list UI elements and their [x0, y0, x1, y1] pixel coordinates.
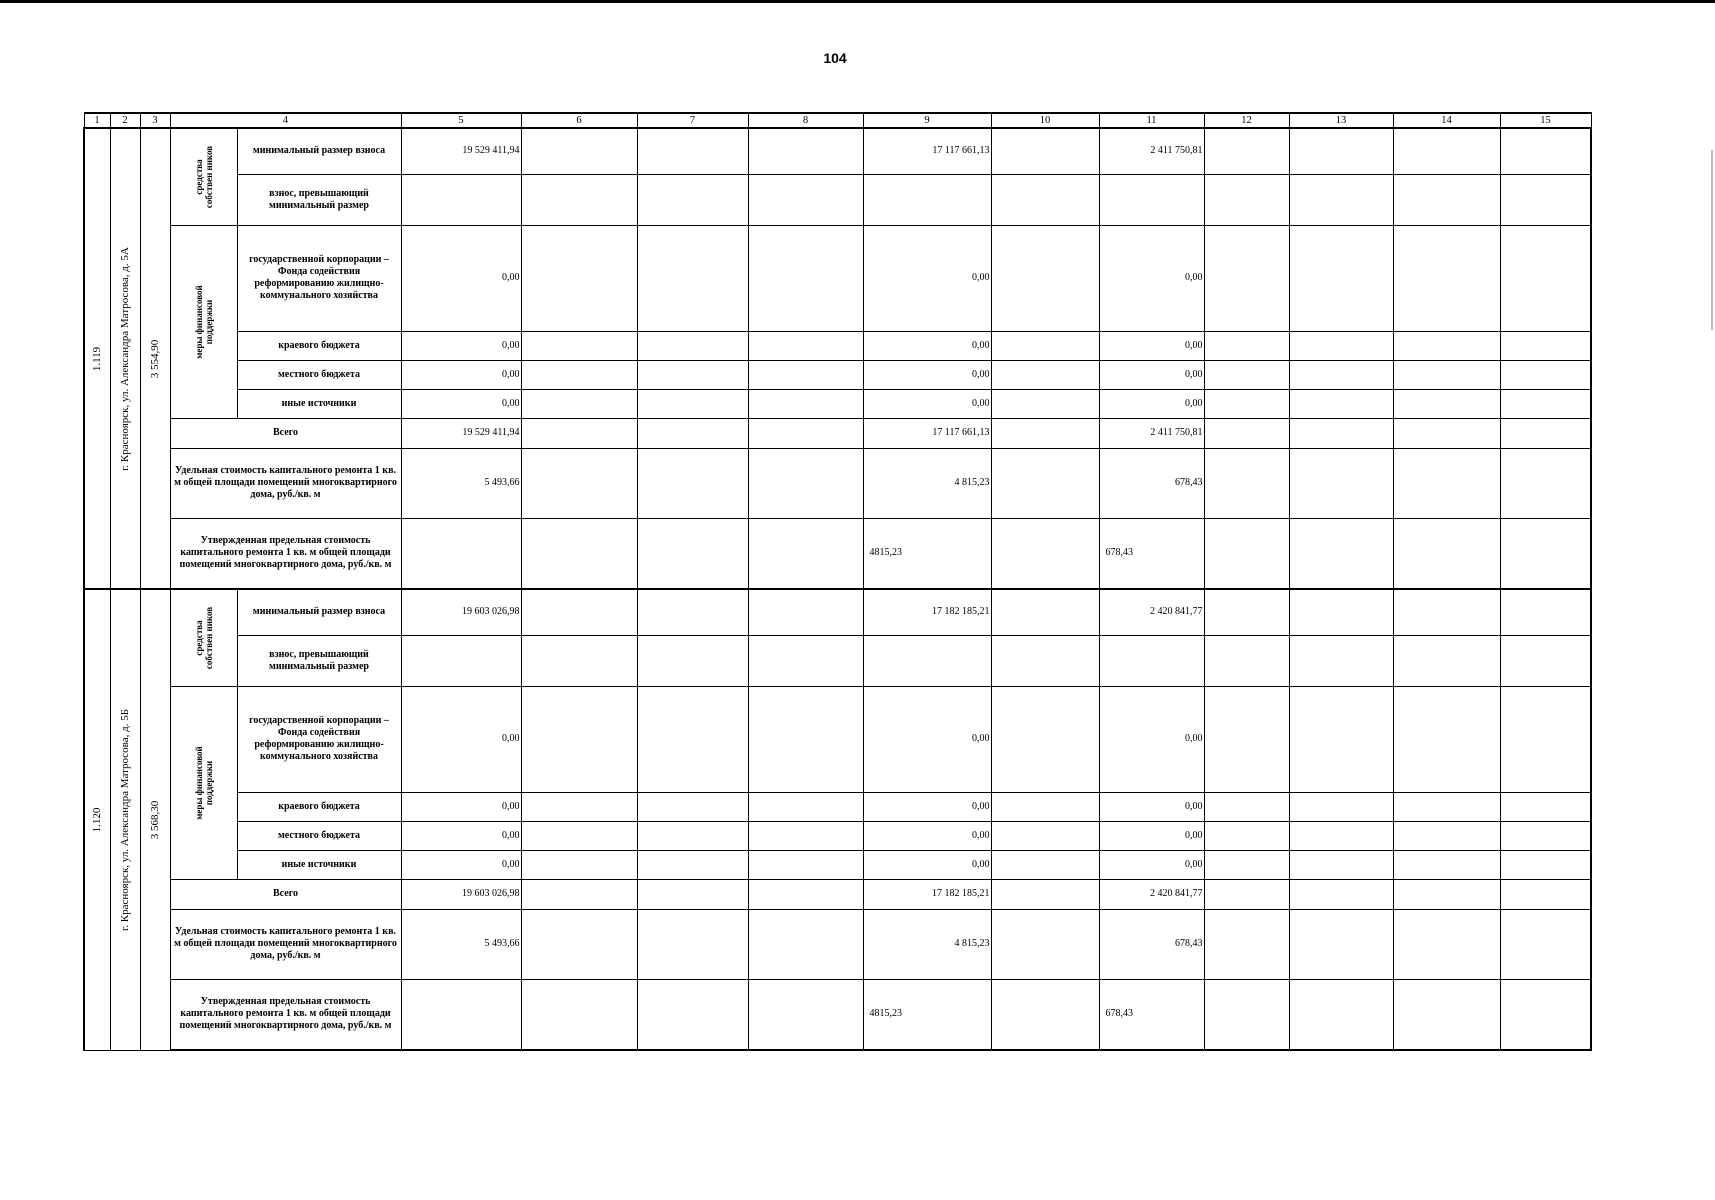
- value-cell-13: [1289, 418, 1393, 448]
- value-cell-7: [637, 792, 748, 821]
- table-row: [84, 448, 1591, 518]
- value-cell-15: [1500, 979, 1591, 1050]
- value-cell-11: 0,00: [1099, 850, 1204, 879]
- value-cell-13: [1289, 821, 1393, 850]
- value-cell-14: [1393, 174, 1500, 225]
- total-area: 3 554,90: [149, 339, 161, 378]
- value-cell-12: [1204, 792, 1289, 821]
- value-cell-15: [1500, 821, 1591, 850]
- value-cell-14: [1393, 418, 1500, 448]
- value-cell-8: [748, 174, 863, 225]
- group-label: меры финансовой поддержки: [193, 745, 214, 820]
- page-number: 104: [823, 50, 847, 66]
- group-label: средства собствен ников: [193, 606, 214, 669]
- value-cell-13: [1289, 331, 1393, 360]
- header-cell: 7: [637, 113, 748, 128]
- value-cell-13: [1289, 879, 1393, 909]
- other-label: иные источники: [237, 389, 401, 418]
- value-cell-15: [1500, 589, 1591, 635]
- total-label: Всего: [170, 879, 401, 909]
- value-cell-7: [637, 174, 748, 225]
- value-cell-9: 0,00: [863, 389, 991, 418]
- limit_cost-label: Утвержденная предельная стоимость капитального ремонта 1 кв. м общей площади помещений многоквартирного дома, руб./кв. м: [170, 979, 401, 1050]
- value-cell-8: [748, 821, 863, 850]
- row-number: 1.119: [91, 346, 104, 371]
- value-cell-12: [1204, 128, 1289, 174]
- value-cell-6: [521, 448, 637, 518]
- header-cell: 3: [140, 113, 170, 128]
- value-cell-10: [991, 174, 1099, 225]
- value-cell-7: [637, 821, 748, 850]
- value-cell-10: [991, 792, 1099, 821]
- column-number-row: [84, 113, 1591, 128]
- value-cell-15: [1500, 686, 1591, 792]
- value-cell-8: [748, 979, 863, 1050]
- value-cell-11: 0,00: [1099, 331, 1204, 360]
- table-row: [84, 850, 1591, 879]
- value-cell-9: 0,00: [863, 821, 991, 850]
- value-cell-10: [991, 128, 1099, 174]
- table-row: [84, 909, 1591, 979]
- table-row: [84, 518, 1591, 589]
- value-cell-6: [521, 389, 637, 418]
- value-cell-7: [637, 518, 748, 589]
- value-cell-13: [1289, 225, 1393, 331]
- value-cell-6: [521, 879, 637, 909]
- value-cell-12: [1204, 418, 1289, 448]
- min-fee-label: минимальный размер взноса: [237, 589, 401, 635]
- value-cell-5: [401, 635, 521, 686]
- value-cell-7: [637, 909, 748, 979]
- value-cell-10: [991, 589, 1099, 635]
- value-cell-9: 4 815,23: [863, 909, 991, 979]
- value-cell-15: [1500, 879, 1591, 909]
- value-cell-9: 0,00: [863, 850, 991, 879]
- value-cell-6: [521, 635, 637, 686]
- value-cell-11: 678,43: [1099, 448, 1204, 518]
- value-cell-5: [401, 174, 521, 225]
- value-cell-12: [1204, 686, 1289, 792]
- value-cell-13: [1289, 389, 1393, 418]
- value-cell-6: [521, 518, 637, 589]
- address-cell: [110, 589, 140, 1050]
- value-cell-5: 19 603 026,98: [401, 879, 521, 909]
- table-row: [84, 418, 1591, 448]
- group-label: меры финансовой поддержки: [193, 284, 214, 359]
- table-row: [84, 686, 1591, 792]
- value-cell-8: [748, 448, 863, 518]
- value-cell-9: [863, 635, 991, 686]
- value-cell-8: [748, 879, 863, 909]
- table-row: [84, 128, 1591, 174]
- value-cell-10: [991, 418, 1099, 448]
- value-cell-10: [991, 979, 1099, 1050]
- value-cell-7: [637, 128, 748, 174]
- header-cell: 15: [1500, 113, 1591, 128]
- value-cell-5: 5 493,66: [401, 909, 521, 979]
- value-cell-15: [1500, 331, 1591, 360]
- value-cell-9: 0,00: [863, 360, 991, 389]
- value-cell-5: 19 529 411,94: [401, 418, 521, 448]
- value-cell-13: [1289, 448, 1393, 518]
- value-cell-9: 4815,23: [863, 518, 991, 589]
- value-cell-9: 0,00: [863, 225, 991, 331]
- local-label: местного бюджета: [237, 360, 401, 389]
- value-cell-7: [637, 635, 748, 686]
- table-row: [84, 389, 1591, 418]
- value-cell-8: [748, 909, 863, 979]
- value-cell-10: [991, 635, 1099, 686]
- value-cell-14: [1393, 879, 1500, 909]
- value-cell-7: [637, 360, 748, 389]
- table-row: [84, 225, 1591, 331]
- value-cell-6: [521, 850, 637, 879]
- value-cell-5: 0,00: [401, 792, 521, 821]
- table-row: [84, 360, 1591, 389]
- unit_cost-label: Удельная стоимость капитального ремонта 1 кв. м общей площади помещений многоквартирного дома, руб./кв. м: [170, 909, 401, 979]
- table-row: [84, 821, 1591, 850]
- total-area: 3 568,30: [149, 800, 161, 839]
- value-cell-9: 17 182 185,21: [863, 879, 991, 909]
- value-cell-14: [1393, 448, 1500, 518]
- header-cell: 12: [1204, 113, 1289, 128]
- table-row: [84, 879, 1591, 909]
- value-cell-12: [1204, 979, 1289, 1050]
- value-cell-15: [1500, 389, 1591, 418]
- value-cell-10: [991, 360, 1099, 389]
- value-cell-12: [1204, 589, 1289, 635]
- value-cell-14: [1393, 360, 1500, 389]
- value-cell-7: [637, 686, 748, 792]
- value-cell-11: 678,43: [1099, 979, 1204, 1050]
- value-cell-15: [1500, 635, 1591, 686]
- table-row: [84, 792, 1591, 821]
- value-cell-9: 17 117 661,13: [863, 418, 991, 448]
- address-cell: [110, 128, 140, 589]
- value-cell-10: [991, 686, 1099, 792]
- value-cell-14: [1393, 686, 1500, 792]
- value-cell-8: [748, 686, 863, 792]
- header-cell: 4: [170, 113, 401, 128]
- value-cell-15: [1500, 792, 1591, 821]
- value-cell-7: [637, 448, 748, 518]
- value-cell-13: [1289, 518, 1393, 589]
- table-row: [84, 979, 1591, 1050]
- value-cell-9: 17 117 661,13: [863, 128, 991, 174]
- value-cell-12: [1204, 331, 1289, 360]
- total-label: Всего: [170, 418, 401, 448]
- value-cell-10: [991, 821, 1099, 850]
- value-cell-12: [1204, 389, 1289, 418]
- value-cell-15: [1500, 518, 1591, 589]
- value-cell-5: 0,00: [401, 821, 521, 850]
- value-cell-13: [1289, 686, 1393, 792]
- value-cell-11: 0,00: [1099, 389, 1204, 418]
- value-cell-12: [1204, 635, 1289, 686]
- value-cell-12: [1204, 448, 1289, 518]
- min-fee-label: минимальный размер взноса: [237, 128, 401, 174]
- financial-support-group: [170, 686, 237, 879]
- value-cell-8: [748, 635, 863, 686]
- value-cell-15: [1500, 225, 1591, 331]
- regional-label: краевого бюджета: [237, 331, 401, 360]
- value-cell-5: 19 529 411,94: [401, 128, 521, 174]
- value-cell-13: [1289, 635, 1393, 686]
- owners-funds-group: [170, 589, 237, 686]
- value-cell-7: [637, 979, 748, 1050]
- value-cell-9: 0,00: [863, 686, 991, 792]
- table-row: [84, 589, 1591, 635]
- value-cell-8: [748, 225, 863, 331]
- value-cell-6: [521, 225, 637, 331]
- value-cell-8: [748, 589, 863, 635]
- value-cell-10: [991, 909, 1099, 979]
- value-cell-9: 17 182 185,21: [863, 589, 991, 635]
- value-cell-7: [637, 418, 748, 448]
- value-cell-9: 0,00: [863, 331, 991, 360]
- value-cell-12: [1204, 360, 1289, 389]
- value-cell-13: [1289, 792, 1393, 821]
- row-number-cell: [84, 128, 110, 589]
- header-cell: 13: [1289, 113, 1393, 128]
- value-cell-6: [521, 686, 637, 792]
- value-cell-15: [1500, 128, 1591, 174]
- value-cell-10: [991, 518, 1099, 589]
- value-cell-13: [1289, 589, 1393, 635]
- value-cell-11: [1099, 635, 1204, 686]
- value-cell-11: 678,43: [1099, 909, 1204, 979]
- value-cell-12: [1204, 225, 1289, 331]
- value-cell-8: [748, 850, 863, 879]
- group-label: средства собствен ников: [193, 145, 214, 208]
- value-cell-13: [1289, 850, 1393, 879]
- value-cell-11: [1099, 174, 1204, 225]
- value-cell-5: 0,00: [401, 360, 521, 389]
- header-cell: 9: [863, 113, 991, 128]
- value-cell-5: 19 603 026,98: [401, 589, 521, 635]
- header-cell: 5: [401, 113, 521, 128]
- value-cell-8: [748, 389, 863, 418]
- value-cell-6: [521, 360, 637, 389]
- header-cell: 14: [1393, 113, 1500, 128]
- value-cell-5: 0,00: [401, 331, 521, 360]
- corp-label: государственной корпорации – Фонда содействия реформированию жилищно-коммунального хозяйства: [237, 225, 401, 331]
- value-cell-13: [1289, 128, 1393, 174]
- value-cell-10: [991, 225, 1099, 331]
- value-cell-6: [521, 174, 637, 225]
- value-cell-5: 0,00: [401, 389, 521, 418]
- value-cell-8: [748, 418, 863, 448]
- table-row: [84, 174, 1591, 225]
- value-cell-6: [521, 418, 637, 448]
- address: г. Красноярск, ул. Александра Матросова, д. 5Б: [119, 708, 131, 931]
- value-cell-14: [1393, 821, 1500, 850]
- value-cell-10: [991, 448, 1099, 518]
- header-cell: 11: [1099, 113, 1204, 128]
- value-cell-12: [1204, 174, 1289, 225]
- value-cell-11: 2 420 841,77: [1099, 589, 1204, 635]
- value-cell-8: [748, 792, 863, 821]
- value-cell-7: [637, 879, 748, 909]
- value-cell-6: [521, 909, 637, 979]
- value-cell-11: 2 411 750,81: [1099, 128, 1204, 174]
- value-cell-12: [1204, 518, 1289, 589]
- area-cell: [140, 128, 170, 589]
- corp-label: государственной корпорации – Фонда содействия реформированию жилищно-коммунального хозяйства: [237, 686, 401, 792]
- value-cell-8: [748, 128, 863, 174]
- header-cell: 10: [991, 113, 1099, 128]
- row-number-cell: [84, 589, 110, 1050]
- value-cell-6: [521, 128, 637, 174]
- value-cell-15: [1500, 174, 1591, 225]
- value-cell-11: 2 420 841,77: [1099, 879, 1204, 909]
- value-cell-14: [1393, 331, 1500, 360]
- value-cell-9: 4815,23: [863, 979, 991, 1050]
- value-cell-5: 0,00: [401, 686, 521, 792]
- value-cell-13: [1289, 360, 1393, 389]
- value-cell-10: [991, 389, 1099, 418]
- value-cell-9: [863, 174, 991, 225]
- value-cell-9: 4 815,23: [863, 448, 991, 518]
- scan-top-border: [0, 0, 1715, 3]
- value-cell-14: [1393, 225, 1500, 331]
- value-cell-11: 0,00: [1099, 360, 1204, 389]
- over-min-label: взнос, превышающий минимальный размер: [237, 174, 401, 225]
- table-row: [84, 635, 1591, 686]
- value-cell-15: [1500, 448, 1591, 518]
- value-cell-15: [1500, 360, 1591, 389]
- scan-edge-mark: [1711, 150, 1713, 330]
- over-min-label: взнос, превышающий минимальный размер: [237, 635, 401, 686]
- value-cell-6: [521, 792, 637, 821]
- value-cell-12: [1204, 879, 1289, 909]
- value-cell-14: [1393, 850, 1500, 879]
- value-cell-6: [521, 979, 637, 1050]
- value-cell-11: 0,00: [1099, 686, 1204, 792]
- value-cell-7: [637, 389, 748, 418]
- value-cell-11: 0,00: [1099, 225, 1204, 331]
- value-cell-14: [1393, 792, 1500, 821]
- value-cell-6: [521, 589, 637, 635]
- address: г. Красноярск, ул. Александра Матросова, д. 5А: [119, 246, 131, 471]
- value-cell-14: [1393, 909, 1500, 979]
- value-cell-8: [748, 331, 863, 360]
- value-cell-12: [1204, 850, 1289, 879]
- regional-label: краевого бюджета: [237, 792, 401, 821]
- value-cell-10: [991, 879, 1099, 909]
- value-cell-7: [637, 225, 748, 331]
- local-label: местного бюджета: [237, 821, 401, 850]
- value-cell-13: [1289, 174, 1393, 225]
- value-cell-14: [1393, 979, 1500, 1050]
- value-cell-8: [748, 360, 863, 389]
- value-cell-5: 5 493,66: [401, 448, 521, 518]
- table-row: [84, 331, 1591, 360]
- value-cell-8: [748, 518, 863, 589]
- value-cell-15: [1500, 909, 1591, 979]
- value-cell-11: 0,00: [1099, 792, 1204, 821]
- value-cell-11: 2 411 750,81: [1099, 418, 1204, 448]
- value-cell-7: [637, 589, 748, 635]
- value-cell-10: [991, 331, 1099, 360]
- value-cell-12: [1204, 909, 1289, 979]
- value-cell-11: 0,00: [1099, 821, 1204, 850]
- value-cell-11: 678,43: [1099, 518, 1204, 589]
- value-cell-14: [1393, 635, 1500, 686]
- value-cell-13: [1289, 979, 1393, 1050]
- value-cell-6: [521, 821, 637, 850]
- value-cell-14: [1393, 589, 1500, 635]
- header-cell: 6: [521, 113, 637, 128]
- header-cell: 8: [748, 113, 863, 128]
- value-cell-5: 0,00: [401, 850, 521, 879]
- value-cell-7: [637, 850, 748, 879]
- unit_cost-label: Удельная стоимость капитального ремонта 1 кв. м общей площади помещений многоквартирного дома, руб./кв. м: [170, 448, 401, 518]
- value-cell-7: [637, 331, 748, 360]
- budget-table: [83, 112, 1592, 1051]
- value-cell-13: [1289, 909, 1393, 979]
- value-cell-5: [401, 518, 521, 589]
- header-cell: 1: [84, 113, 110, 128]
- other-label: иные источники: [237, 850, 401, 879]
- value-cell-5: [401, 979, 521, 1050]
- value-cell-14: [1393, 128, 1500, 174]
- value-cell-9: 0,00: [863, 792, 991, 821]
- value-cell-5: 0,00: [401, 225, 521, 331]
- value-cell-10: [991, 850, 1099, 879]
- financial-support-group: [170, 225, 237, 418]
- value-cell-15: [1500, 418, 1591, 448]
- owners-funds-group: [170, 128, 237, 225]
- value-cell-12: [1204, 821, 1289, 850]
- header-cell: 2: [110, 113, 140, 128]
- limit_cost-label: Утвержденная предельная стоимость капитального ремонта 1 кв. м общей площади помещений многоквартирного дома, руб./кв. м: [170, 518, 401, 589]
- row-number: 1.120: [91, 807, 104, 833]
- value-cell-14: [1393, 389, 1500, 418]
- value-cell-14: [1393, 518, 1500, 589]
- value-cell-6: [521, 331, 637, 360]
- value-cell-15: [1500, 850, 1591, 879]
- area-cell: [140, 589, 170, 1050]
